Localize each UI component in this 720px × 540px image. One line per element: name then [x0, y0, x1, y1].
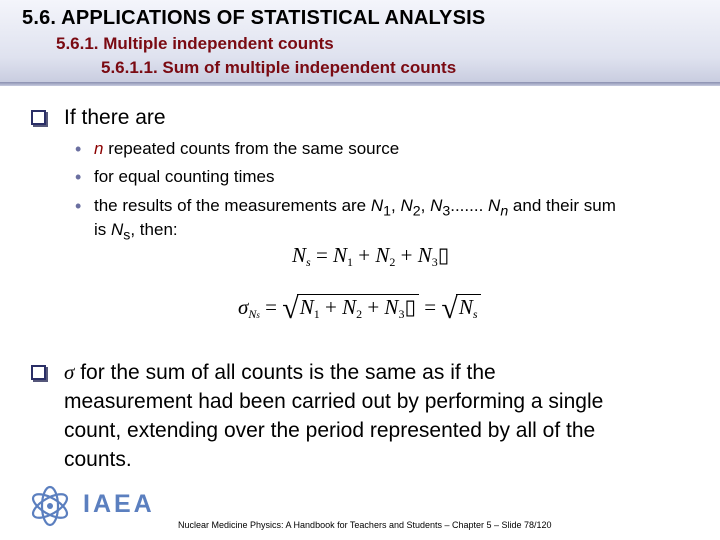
eq-N: N [384, 295, 399, 319]
radicand-ns [456, 294, 481, 322]
equation-sigma: σNs = √N1 + N2 + N3▯ = √Ns [238, 292, 481, 326]
eq-sub: s [256, 310, 260, 320]
iaea-atom-logo-icon [28, 484, 72, 528]
radical-icon: √ [282, 292, 299, 325]
radical-icon: √ [441, 292, 458, 325]
point-sigma-line3: count, extending over the period represented by all of the [64, 419, 596, 442]
subsection-heading: 5.6.1.1. Sum of multiple independent counts [101, 58, 457, 77]
bullet-results-line2 [94, 216, 178, 249]
bullet-results: the results of the measurements are $N_1$, $N_2$, $N_3$....... $N_n$ and their sum [94, 196, 616, 220]
eq-N: N [417, 243, 432, 267]
bullet-dot-icon: • [75, 139, 82, 159]
ellipsis: ....... [450, 196, 489, 215]
bullet-dot-icon: • [75, 167, 82, 187]
footer-citation: Nuclear Medicine Physics: A Handbook for Teachers and Students – Chapter 5 – Slide 78/120 [178, 520, 552, 530]
var-N: N [111, 220, 124, 239]
eq-N: N [333, 243, 348, 267]
bullet-equal-times: for equal counting times [94, 167, 275, 186]
variable-n: n [94, 139, 104, 158]
iaea-logo-text: IAEA [83, 490, 155, 518]
eq-sub: 3 [431, 255, 438, 269]
eq-sub: 3 [398, 307, 405, 321]
eq-sigma: σ [238, 295, 249, 319]
eq-N: N [375, 243, 390, 267]
eq-N: N [342, 295, 357, 319]
eq-sub: s [306, 255, 311, 269]
var-N: N [370, 196, 384, 215]
sub-s: s [123, 227, 131, 244]
placeholder-glyph: ▯ [404, 295, 416, 319]
var-N: N [488, 196, 501, 215]
var-N: N [430, 196, 443, 215]
var-N: N [400, 196, 413, 215]
eq-sub: s [472, 307, 478, 321]
sub-n: n [500, 203, 509, 220]
point-if-there-are: If there are [64, 106, 166, 129]
radicand-sum: N1 + N2 + N3▯ [297, 294, 419, 322]
point-text: for the sum of all counts is the same as if the [74, 361, 496, 384]
bullet-text: is [94, 220, 111, 239]
eq-sub: 2 [389, 255, 396, 269]
sub-1: 1 [383, 203, 392, 220]
title-divider [0, 82, 720, 86]
checkbox-bullet-icon [31, 365, 46, 380]
bullet-dot-icon: • [75, 196, 82, 216]
bullet-text: , then: [130, 220, 178, 239]
bullet-repeated-counts [94, 135, 399, 162]
bullet-text: the results of the measurements are [94, 196, 371, 215]
sub-3: 3 [442, 203, 451, 220]
eq-N: N [299, 295, 314, 319]
slide-title: 5.6. APPLICATIONS OF STATISTICAL ANALYSIS [22, 7, 486, 29]
eq-sub: 2 [356, 307, 363, 321]
bullet-text: and their sum [508, 196, 616, 215]
sub-2: 2 [412, 203, 421, 220]
bullet-text: repeated counts from the same source [103, 139, 400, 158]
eq-sub: N [248, 307, 257, 321]
checkbox-bullet-icon [31, 110, 46, 125]
eq-sub: 1 [313, 307, 320, 321]
point-sigma-line2: measurement had been carried out by performing a single [64, 390, 604, 413]
section-heading: 5.6.1. Multiple independent counts [56, 34, 334, 53]
placeholder-glyph: ▯ [437, 243, 450, 267]
sigma-symbol: σ [64, 360, 75, 384]
point-sigma-line1 [64, 358, 496, 387]
equation-sum: Ns = N1 + N2 + N3▯ [292, 243, 450, 269]
eq-sub: 1 [347, 255, 354, 269]
point-sigma-line4: counts. [64, 448, 132, 471]
eq-N: N [292, 243, 307, 267]
eq-N: N [458, 295, 473, 319]
